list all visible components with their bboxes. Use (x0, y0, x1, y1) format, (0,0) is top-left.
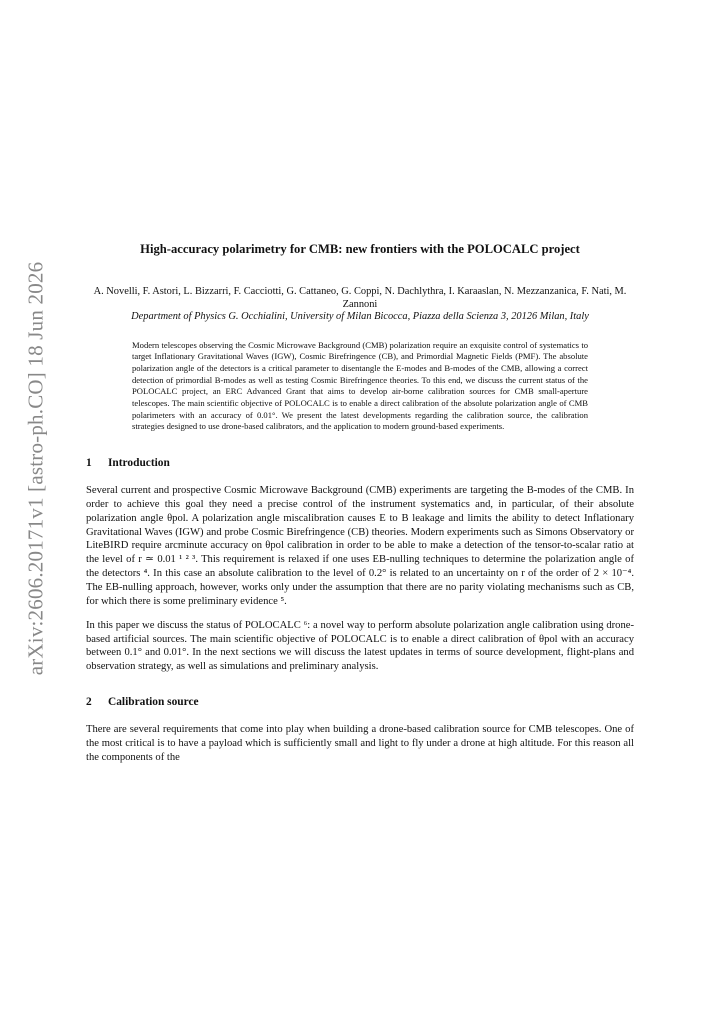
arxiv-identifier: arXiv:2606.20171v1 [astro-ph.CO] 18 Jun 2026 (23, 261, 48, 675)
calibration-source-paragraph-1: There are several requirements that come into play when building a drone-based calibration source for CMB telescopes. One of the most critical is to have a payload which is sufficiently small and light to fly under a drone at high altitude. For this reason all the components of the (86, 724, 634, 763)
introduction-paragraph-1: Several current and prospective Cosmic Microwave Background (CMB) experiments are targeting the B-modes of the CMB. In order to achieve this goal they need a precise control of the instrument systematics and, in particular, of their absolute polarization angle θpol. A polarization angle miscalibration causes E to B leakage and limits the ability to detect Inflationary Gravitational Waves (IGW) and probe Cosmic Birefringence (CB) theories. Modern experiments such as Simons Observatory or LiteBIRD require arcminute accuracy on θpol calibration in order to be able to make a detection of the tensor-to-scalar ratio at the level of r ≃ 0.01 ¹ ² ³. This requirement is relaxed if one uses EB-nulling techniques to determine the polarization angle of the detectors ⁴. In this case an absolute calibration to the level of 0.2° is related to an uncertainty on r of the order of 2 × 10⁻⁴. The EB-nulling approach, however, works only under the assumption that there are no parity violating mechanisms such as CB, for which there is some preliminary evidence ⁵. (86, 485, 634, 607)
section-number: 2 (86, 696, 92, 709)
section-heading-introduction (86, 456, 634, 471)
section-title: Introduction (108, 457, 170, 470)
section-heading-calibration-source (86, 695, 634, 710)
section-title: Calibration source (108, 696, 199, 709)
introduction-paragraph-2: In this paper we discuss the status of POLOCALC ⁶: a novel way to perform absolute polarization angle calibration using drone-based artificial sources. The main scientific objective of POLOCALC is to enable a direct calibration of θpol with an accuracy between 0.1° and 0.01°. In the next sections we will discuss the latest updates in terms of source development, flight-plans and observation strategy, as well as simulations and preliminary analysis. (86, 619, 634, 673)
arxiv-side-stamp (22, 261, 50, 675)
author-list: A. Novelli, F. Astori, L. Bizzarri, F. Cacciotti, G. Cattaneo, G. Coppi, N. Dachlythra, I. Karaaslan, N. Mezzanzanica, F. Nati, M. Zannoni (93, 286, 627, 310)
paper-title: High-accuracy polarimetry for CMB: new frontiers with the POLOCALC project (140, 242, 580, 256)
affiliation: Department of Physics G. Occhialini, University of Milan Bicocca, Piazza della Scienza 3, 20126 Milan, Italy (131, 311, 589, 322)
section-number: 1 (86, 457, 92, 470)
abstract: Modern telescopes observing the Cosmic Microwave Background (CMB) polarization require an exquisite control of systematics to target Inflationary Gravitational Waves (IGW), Cosmic Birefringence (CB), and Primordial Magnetic Fields (PMF). The absolute polarization angle of the detectors is a critical parameter to disentangle the E-modes and B-modes of the CMB, allowing a correct detection of primordial B-modes as well as testing Cosmic Birefringence theories. To this end, we discuss the current status of the POLOCALC project, an ERC Advanced Grant that aims to develop air-borne calibration sources for CMB small-aperture telescopes. The main scientific objective of POLOCALC is to enable a direct calibration of the absolute polarization angle of CMB polarimeters with an accuracy of 0.01°. We present the latest developments regarding the calibration source, the calibration strategies designed to use drone-based calibrators, and the application to modern ground-based experiments. (132, 339, 588, 432)
paper-page (86, 240, 634, 775)
